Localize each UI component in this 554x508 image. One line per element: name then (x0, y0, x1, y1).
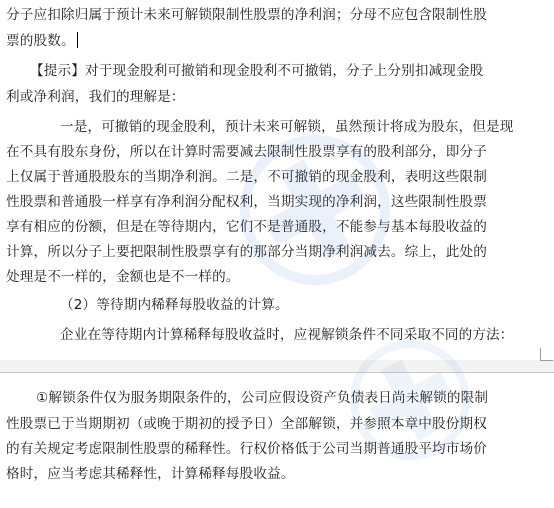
text-line-content: 票的股数。 (6, 33, 75, 49)
section-heading: （2）等待期内稀释每股收益的计算。 (60, 297, 289, 313)
tip-line: 【提示】对于现金股利可撤销和现金股利不可撤销，分子上分别扣减现金股 (30, 63, 484, 79)
document-page-lower (0, 372, 554, 493)
text-line: 计算，所以分子上要把限制性股票享有的那部分当期净利润减去。综上，此处的 (6, 244, 488, 260)
text-line: 一是，可撤销的现金股利，预计未来可解锁，虽然预计将成为股东，但是现 (60, 119, 514, 135)
text-line: 处理是不一样的，金额也是不一样的。 (6, 269, 240, 285)
text-line: 格时，应当考虑其稀释性，计算稀释每股收益。 (6, 466, 295, 482)
text-line: 企业在等待期内计算稀释每股收益时，应视解锁条件不同采取不同的方法： (60, 327, 514, 343)
text-line: 在不具有股东身份，所以在计算时需要减去限制性股票享有的股利部分，即分子 (6, 144, 488, 160)
text-line: 分子应扣除归属于预计未来可解锁限制性股票的净利润；分母不应包含限制性股 (6, 7, 488, 23)
page-gap (0, 360, 554, 372)
text-line (6, 28, 78, 54)
page-corner-mark (540, 348, 553, 361)
text-line: ①解锁条件仅为服务期限条件的，公司应假设资产负债表日尚未解锁的限制 (36, 390, 489, 406)
text-line: 性股票已于当期期初（或晚于期初的授予日）全部解锁，并参照本章中股份期权 (6, 416, 488, 432)
text-line: 上仅属于普通股股东的当期净利润。二是，不可撤销的现金股利，表明这些限制 (6, 169, 488, 185)
text-line: 性股票和普通股一样享有净利润分配权利，当期实现的净利润，这些限制性股票 (6, 194, 488, 210)
text-line: 利或净利润，我们的理解是： (6, 89, 185, 105)
text-cursor (77, 32, 79, 48)
text-line: 享有相应的份额，但是在等待期内，它们不是普通股，不能参与基本每股收益的 (6, 219, 488, 235)
text-line: 的有关规定考虑限制性股票的稀释性。行权价格低于公司当期普通股平均市场价 (6, 441, 488, 457)
